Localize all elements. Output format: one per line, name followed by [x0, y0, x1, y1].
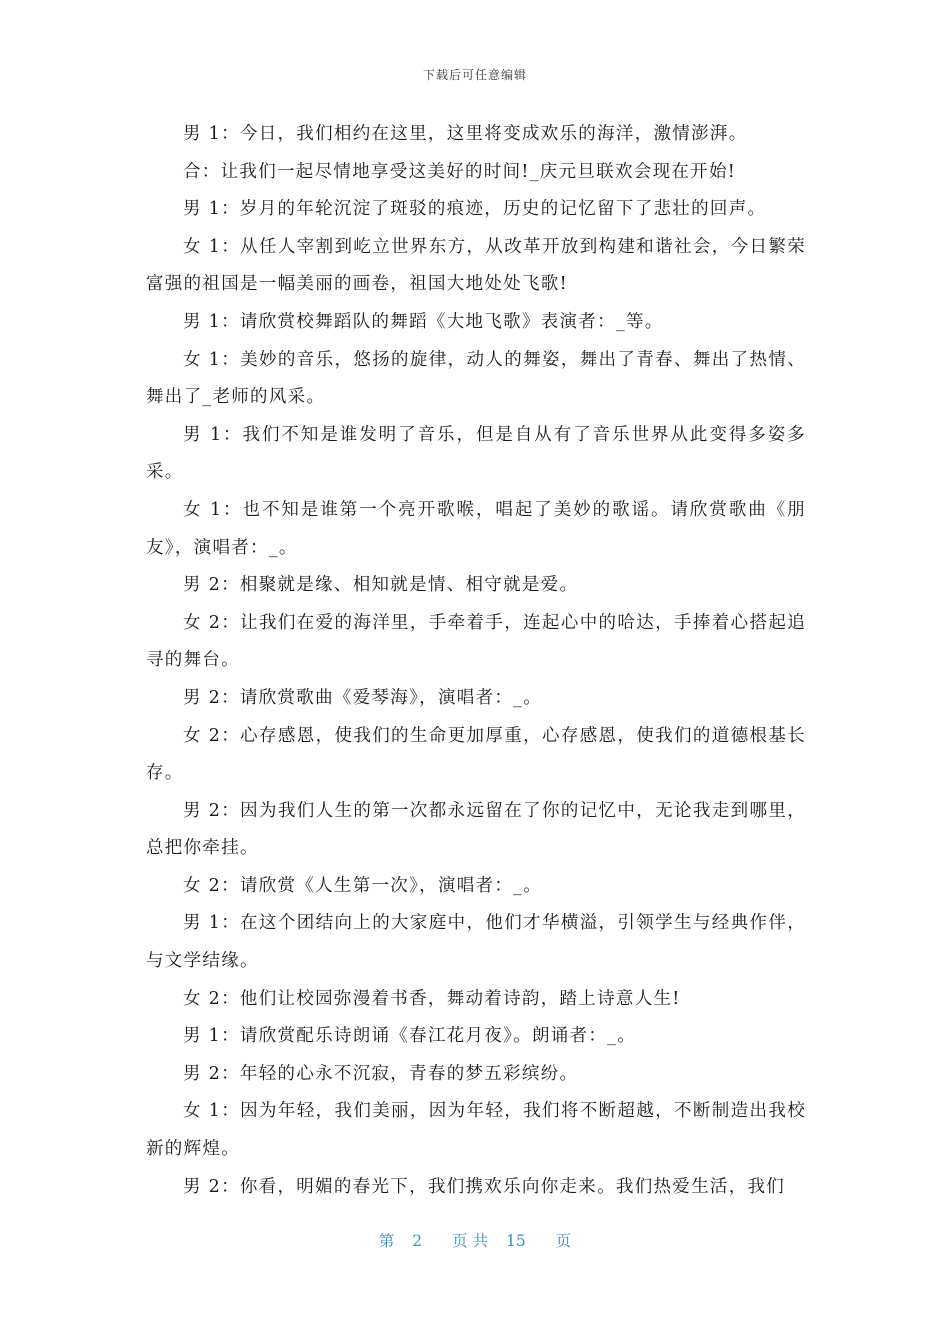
paragraph: 男 2：相聚就是缘、相知就是情、相守就是爱。 — [183, 575, 579, 596]
paragraph: 女 2：请欣赏《人生第一次》，演唱者：_。 — [183, 875, 542, 896]
paragraph: 男 2：年轻的心永不沉寂，青春的梦五彩缤纷。 — [183, 1063, 579, 1084]
footer-prefix: 第 — [378, 1232, 395, 1250]
paragraph: 男 1：我们不知是谁发明了音乐，但是自从有了音乐世界从此变得多姿多采。 — [146, 424, 806, 483]
paragraph: 男 2：请欣赏歌曲《爱琴海》，演唱者：_。 — [183, 687, 542, 708]
paragraph: 合：让我们一起尽情地享受这美好的时间!_庆元旦联欢会现在开始! — [183, 161, 737, 182]
footer-page-number: 2 — [412, 1232, 423, 1250]
paragraph: 女 1：也不知是谁第一个亮开歌喉，唱起了美妙的歌谣。请欣赏歌曲《朋友》，演唱者：_。 — [146, 499, 806, 558]
footer-suffix: 页 — [555, 1232, 572, 1250]
paragraph: 男 2：因为我们人生的第一次都永远留在了你的记忆中，无论我走到哪里，总把你牵挂。 — [146, 800, 806, 859]
page-footer — [0, 1229, 950, 1251]
document-body — [146, 116, 806, 1206]
paragraph: 男 2：你看，明媚的春光下，我们携欢乐向你走来。我们热爱生活，我们 — [183, 1176, 786, 1197]
paragraph: 女 1：因为年轻，我们美丽，因为年轻，我们将不断超越，不断制造出我校新的辉煌。 — [146, 1101, 806, 1160]
paragraph: 男 1：请欣赏校舞蹈队的舞蹈《大地飞歌》表演者：_等。 — [183, 311, 664, 332]
paragraph: 女 2：让我们在爱的海洋里，手牵着手，连起心中的哈达，手捧着心搭起追寻的舞台。 — [146, 612, 806, 671]
paragraph: 女 1：美妙的音乐，悠扬的旋律，动人的舞姿，舞出了青春、舞出了热情、舞出了_老师的风采。 — [146, 349, 806, 408]
footer-total-pages: 15 — [506, 1232, 526, 1250]
paragraph: 男 1：在这个团结向上的大家庭中，他们才华横溢，引领学生与经典作伴，与文学结缘。 — [146, 913, 806, 972]
paragraph: 男 1：今日，我们相约在这里，这里将变成欢乐的海洋，激情澎湃。 — [183, 124, 748, 144]
footer-middle: 页 共 — [452, 1232, 489, 1250]
paragraph: 男 1：岁月的年轮沉淀了斑驳的痕迹，历史的记忆留下了悲壮的回声。 — [183, 199, 767, 220]
paragraph: 女 1：从任人宰割到屹立世界东方，从改革开放到构建和谐社会，今日繁荣富强的祖国是一幅美丽的画卷，祖国大地处处飞歌! — [146, 236, 806, 295]
paragraph: 女 2：他们让校园弥漫着书香，舞动着诗韵，踏上诗意人生! — [183, 988, 681, 1009]
paragraph: 女 2：心存感恩，使我们的生命更加厚重，心存感恩，使我们的道德根基长存。 — [146, 725, 806, 784]
paragraph: 男 1：请欣赏配乐诗朗诵《春江花月夜》。朗诵者：_。 — [183, 1026, 636, 1047]
page-header: 下载后可任意编辑 — [422, 68, 527, 82]
